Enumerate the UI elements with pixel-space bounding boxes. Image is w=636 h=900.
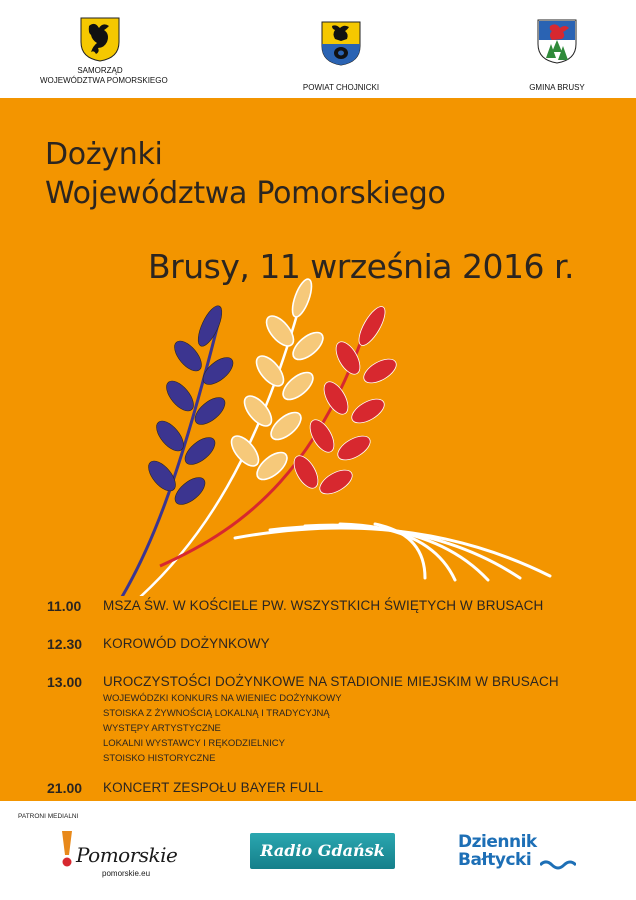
pomorskie-url: pomorskie.eu <box>102 869 151 878</box>
gmina-coat-of-arms-icon <box>536 18 578 64</box>
wheat-illustration <box>110 276 580 596</box>
program-detail: WOJEWÓDZKI KONKURS NA WIENIEC DOŻYNKOWY <box>103 693 342 704</box>
crest-label-line: GMINA BRUSY <box>529 83 585 92</box>
program-time: 21.00 <box>47 780 83 796</box>
dziennik-line-2: Bałtycki <box>458 850 532 870</box>
crest-label-line: POWIAT CHOJNICKI <box>302 83 380 92</box>
crest-label-line: WOJEWÓDZTWA POMORSKIEGO <box>40 76 168 85</box>
radio-gdansk-logo[interactable] <box>250 833 395 869</box>
crest-label-gmina <box>497 83 617 93</box>
program-title: MSZA ŚW. W KOŚCIELE PW. WSZYSTKICH ŚWIĘTYCH W BRUSACH <box>103 598 544 613</box>
radio-gdansk-wordmark: Radio Gdańsk <box>260 841 385 860</box>
patroni-label: PATRONI MEDIALNI <box>18 813 79 820</box>
program-detail: STOISKO HISTORYCZNE <box>103 753 216 764</box>
program-time: 11.00 <box>47 598 82 614</box>
crest-label-line: SAMORZĄD <box>77 66 123 75</box>
header <box>0 0 636 98</box>
program-time: 12.30 <box>47 636 83 652</box>
griffin-coat-of-arms-icon <box>79 16 121 62</box>
event-title-line-2: Województwa Pomorskiego <box>45 176 446 211</box>
program-title: KONCERT ZESPOŁU BAYER FULL <box>103 780 324 795</box>
crest-label-samorzad <box>40 66 168 86</box>
powiat-coat-of-arms-icon <box>320 20 362 66</box>
footer <box>0 801 636 900</box>
program-detail: STOISKA Z ŻYWNOŚCIĄ LOKALNĄ I TRADYCYJNĄ <box>103 708 330 719</box>
field-lines <box>235 524 550 580</box>
program-title: KOROWÓD DOŻYNKOWY <box>103 636 270 651</box>
dziennik-baltycki-logo[interactable] <box>458 833 578 883</box>
pomorskie-wordmark: Pomorskie <box>76 843 178 867</box>
blue-wheat-ear <box>110 303 238 596</box>
wave-icon <box>540 857 576 871</box>
crest-label-powiat <box>281 83 401 93</box>
event-date: Brusy, 11 września 2016 r. <box>148 247 574 286</box>
program-detail: LOKALNI WYSTAWCY I RĘKODZIELNICY <box>103 738 285 749</box>
pomorskie-logo[interactable] <box>58 829 198 887</box>
program-time: 13.00 <box>47 674 83 690</box>
dziennik-line-1: Dziennik <box>458 832 537 852</box>
program-detail: WYSTĘPY ARTYSTYCZNE <box>103 723 221 734</box>
program-title: UROCZYSTOŚCI DOŻYNKOWE NA STADIONIE MIEJSKIM W BRUSACH <box>103 674 559 689</box>
event-title-line-1: Dożynki <box>45 137 163 172</box>
poster-body <box>0 98 636 801</box>
exclamation-icon <box>58 829 74 869</box>
